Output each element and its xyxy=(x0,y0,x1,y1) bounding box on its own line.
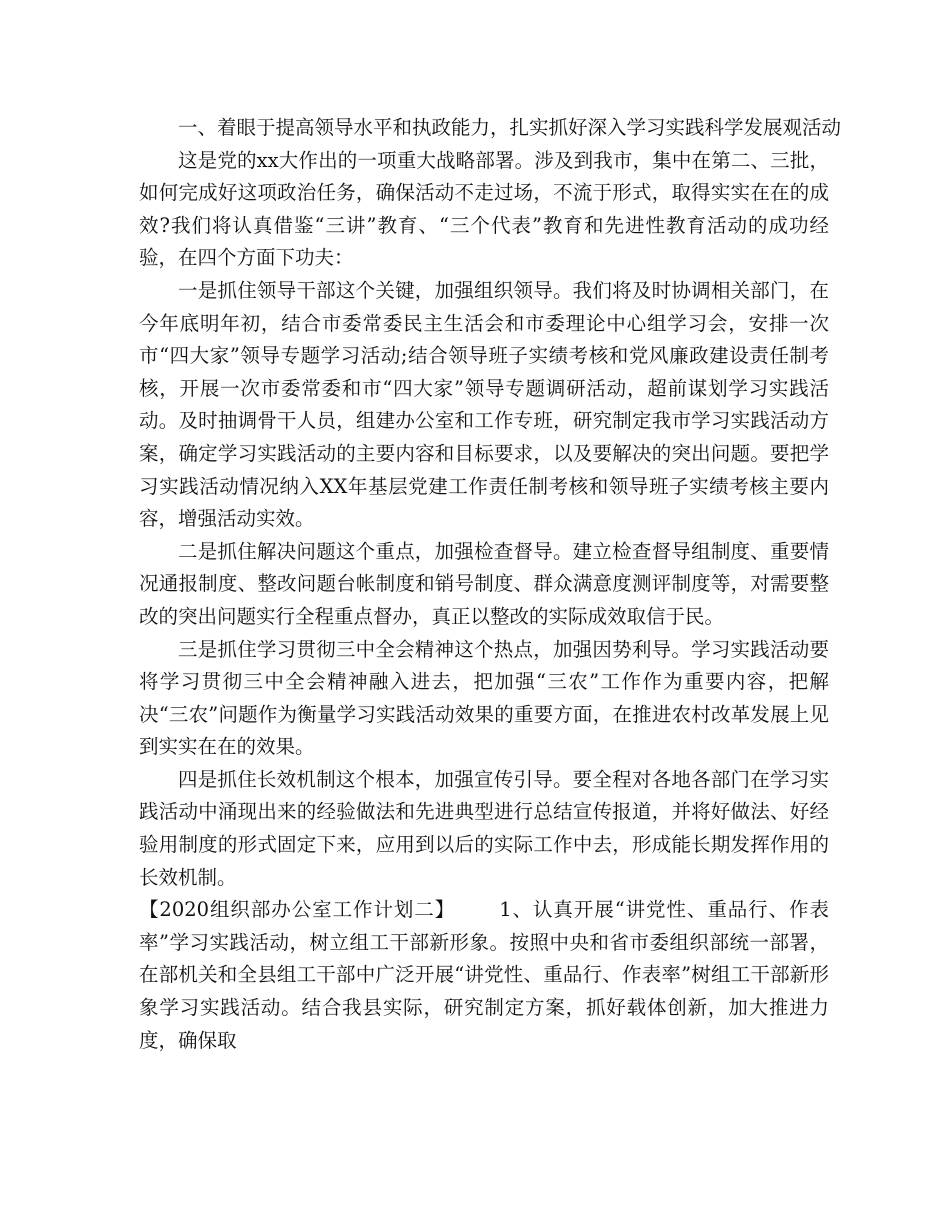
paragraph-section-two xyxy=(139,894,829,1057)
document-page xyxy=(139,112,842,1057)
paragraph-intro: 这是党的xx大作出的一项重大战略部署。涉及到我市，集中在第二、三批，如何完成好这项政治任务，确保活动不走过场，不流于形式，取得实实在在的成效?我们将认真借鉴“三讲”教育、“三个代表”教育和先进性教育活动的成功经验，在四个方面下功夫： xyxy=(139,148,829,270)
section-heading: 一、着眼于提高领导水平和执政能力，扎实抓好深入学习实践科学发展观活动 xyxy=(178,116,842,139)
paragraph-point-two: 二是抓住解决问题这个重点，加强检查督导。建立检查督导组制度、重要情况通报制度、整改问题台帐制度和销号制度、群众满意度测评制度等，对需要整改的突出问题实行全程重点督办，真正以整改的实际成效取信于民。 xyxy=(139,539,829,628)
paragraph-point-four: 四是抓住长效机制这个根本，加强宣传引导。要全程对各地各部门在学习实践活动中涌现出来的经验做法和先进典型进行总结宣传报道，并将好做法、好经验用制度的形式固定下来，应用到以后的实际工作中去，形成能长期发挥作用的长效机制。 xyxy=(139,767,829,889)
section-two-text: 1、认真开展“讲党性、重品行、作表率”学习实践活动，树立组工干部新形象。按照中央和省市委组织部统一部署，在部机关和全县组工干部中广泛开展“讲党性、重品行、作表率”树组工干部新形象学习实践活动。结合我县实际，研究制定方案，抓好载体创新，加大推进力度，确保取 xyxy=(139,898,829,1052)
paragraph-point-one: 一是抓住领导干部这个关键，加强组织领导。我们将及时协调相关部门，在今年底明年初，结合市委常委民主生活会和市委理论中心组学习会，安排一次市“四大家”领导专题学习活动;结合领导班子实绩考核和党风廉政建设责任制考核，开展一次市委常委和市“四大家”领导专题调研活动，超前谋划学习实践活动。及时抽调骨干人员，组建办公室和工作专班，研究制定我市学习实践活动方案，确定学习实践活动的主要内容和目标要求，以及要解决的突出问题。要把学习实践活动情况纳入XX年基层党建工作责任制考核和领导班子实绩考核主要内容，增强活动实效。 xyxy=(139,278,829,531)
paragraph-point-three: 三是抓住学习贯彻三中全会精神这个热点，加强因势利导。学习实践活动要将学习贯彻三中全会精神融入进去，把加强“三农”工作作为重要内容，把解决“三农”问题作为衡量学习实践活动效果的重要方面，在推进农村改革发展上见到实实在在的效果。 xyxy=(139,637,829,759)
section-two-label: 【2020组织部办公室工作计划二】 xyxy=(139,898,456,922)
